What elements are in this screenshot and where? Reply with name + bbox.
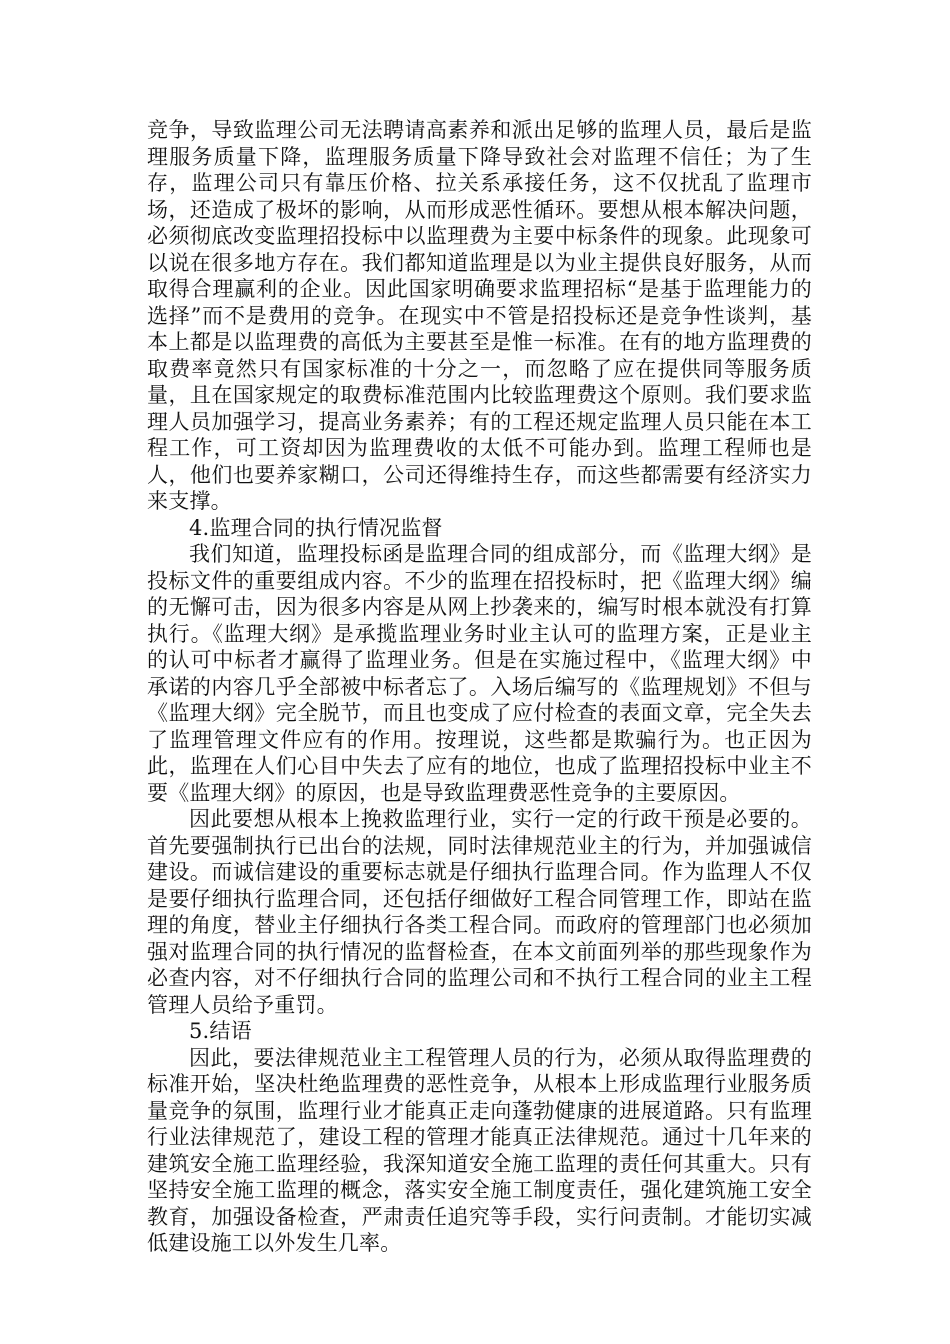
paragraph-administrative-intervention: 因此要想从根本上挽救监理行业，实行一定的行政干预是必要的。首先要强制执行已出台的法规，同时法律规范业主的行为，并加强诚信建设。而诚信建设的重要标志就是仔细执行监理合同。作为监理人不仅是要仔细执行监理合同，还包括仔细做好工程合同管理工作，即站在监理的角度，替业主仔细执行各类工程合同。而政府的管理部门也必须加强对监理合同的执行情况的监督检查，在本文前面列举的那些现象作为必查内容，对不仔细执行合同的监理公司和不执行工程合同的业主工程管理人员给予重罚。 [147,807,812,1017]
paragraph-conclusion: 因此，要法律规范业主工程管理人员的行为，必须从取得监理费的标准开始，坚决杜绝监理费的恶性竞争，从根本上形成监理行业服务质量竞争的氛围，监理行业才能真正走向蓬勃健康的进展道路。只有监理行业法律规范了，建设工程的管理才能真正法律规范。通过十几年来的建筑安全施工监理经验，我深知道安全施工监理的责任何其重大。只有坚持安全施工监理的概念，落实安全施工制度责任，强化建筑施工安全教育，加强设备检查，严肃责任追究等手段，实行问责制。才能切实减低建设施工以外发生几率。 [147,1045,812,1255]
document-page [147,117,812,1257]
paragraph-supervision-outline: 我们知道，监理投标函是监理合同的组成部分，而《监理大纲》是投标文件的重要组成内容。不少的监理在招投标时，把《监理大纲》编的无懈可击，因为很多内容是从网上抄袭来的，编写时根本就没有打算执行。《监理大纲》是承揽监理业务时业主认可的监理方案，正是业主的认可中标者才赢得了监理业务。但是在实施过程中，《监理大纲》中承诺的内容几乎全部被中标者忘了。入场后编写的《监理规划》不但与《监理大纲》完全脱节，而且也变成了应付检查的表面文章，完全失去了监理管理文件应有的作用。按理说，这些都是欺骗行为。也正因为此，监理在人们心目中失去了应有的地位，也成了监理招投标中业主不要《监理大纲》的原因，也是导致监理费恶性竞争的主要原因。 [147,542,812,805]
section-heading-contract-supervision: 4.监理合同的执行情况监督 [189,515,443,540]
paragraph-competition: 竞争，导致监理公司无法聘请高素养和派出足够的监理人员，最后是监理服务质量下降，监理服务质量下降导致社会对监理不信任；为了生存，监理公司只有靠压价格、拉关系承接任务，这不仅扰乱了监理市场，还造成了极坏的影响，从而形成恶性循环。要想从根本解决问题，必须彻底改变监理招投标中以监理费为主要中标条件的现象。此现象可以说在很多地方存在。我们都知道监理是以为业主提供良好服务，从而取得合理赢利的企业。因此国家明确要求监理招标“是基于监理能力的选择”而不是费用的竞争。在现实中不管是招投标还是竞争性谈判，基本上都是以监理费的高低为主要甚至是惟一标准。在有的地方监理费的取费率竟然只有国家标准的十分之一，而忽略了应在提供同等服务质量，且在国家规定的取费标准范围内比较监理费这个原则。我们要求监理人员加强学习，提高业务素养；有的工程还规定监理人员只能在本工程工作，可工资却因为监理费收的太低不可能办到。监理工程师也是人，他们也要养家糊口，公司还得维持生存，而这些都需要有经济实力来支撑。 [147,118,812,513]
section-heading-conclusion: 5.结语 [189,1019,252,1043]
